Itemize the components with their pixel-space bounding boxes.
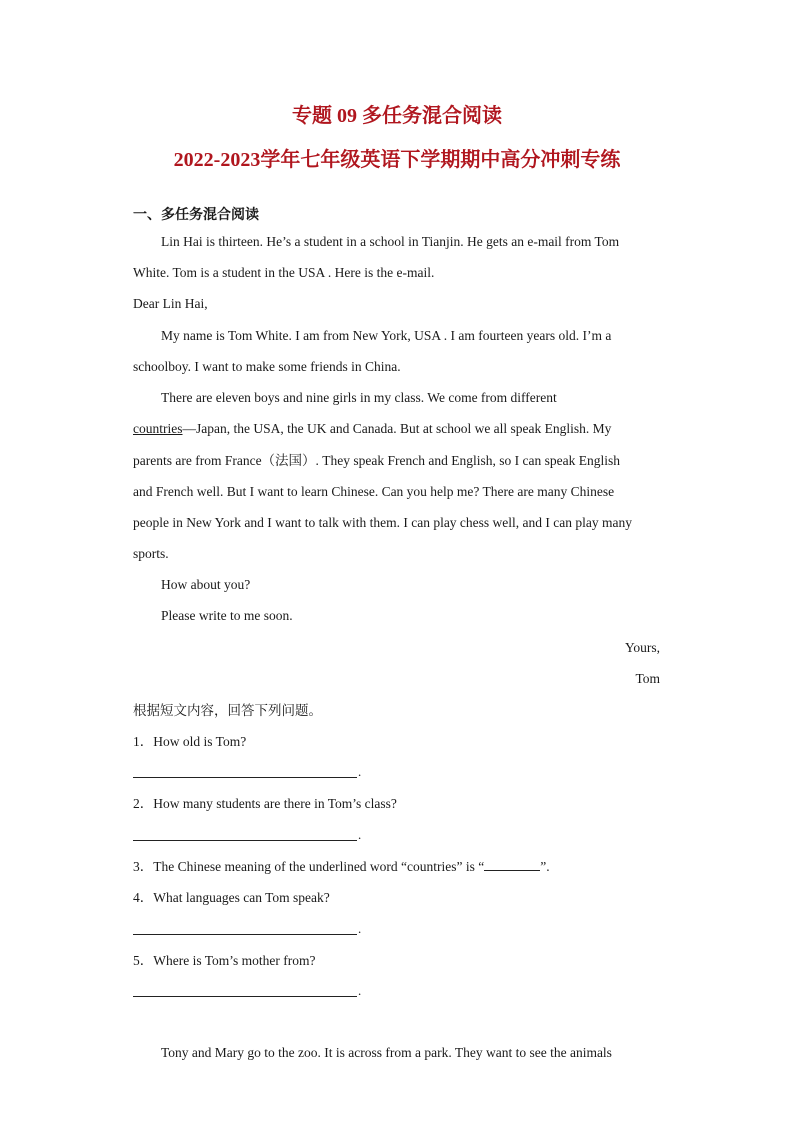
letter-p2-line-4: and French well. But I want to learn Chinese. Can you help me? There are many Chinese [133, 484, 615, 499]
underlined-word-countries: countries [133, 421, 183, 436]
passage-intro-line-1: Lin Hai is thirteen. He’s a student in a school in Tianjin. He gets an e-mail from Tom [161, 234, 620, 249]
letter-p2-line-2 [133, 420, 611, 438]
letter-closing: Yours, [624, 640, 660, 655]
answer-period-2: . [358, 827, 362, 842]
letter-p2-line-3: parents are from France（法国）. They speak French and English, so I can speak English [133, 453, 620, 468]
question-3 [133, 858, 550, 876]
letter-signature: Tom [635, 671, 660, 686]
letter-p2-line-6: sports. [133, 546, 169, 561]
instructions: 根据短文内容，回答下列问题。 [133, 703, 322, 718]
passage-intro-line-2: White. Tom is a student in the USA . Here is the e-mail. [133, 265, 435, 280]
answer-line-1[interactable] [133, 777, 357, 778]
answer-line-4[interactable] [133, 934, 357, 935]
answer-period-4: . [358, 921, 362, 936]
section-heading: 一、多任务混合阅读 [133, 208, 259, 223]
answer-blank-3[interactable] [484, 858, 540, 871]
letter-p1-line-2: schoolboy. I want to make some friends in China. [133, 359, 401, 374]
letter-p2-line-5: people in New York and I want to talk with them. I can play chess well, and I can play many [133, 515, 632, 530]
letter-greeting: Dear Lin Hai, [133, 296, 208, 311]
question-3-text: 3．The Chinese meaning of the underlined word “countries” is “ [133, 859, 485, 874]
question-4: 4．What languages can Tom speak? [133, 890, 330, 905]
letter-p2-line-1: There are eleven boys and nine girls in my class. We come from different [161, 390, 557, 405]
answer-line-5[interactable] [133, 996, 357, 997]
question-2: 2．How many students are there in Tom’s class? [133, 796, 397, 811]
letter-p4: Please write to me soon. [161, 608, 293, 623]
question-1: 1．How old is Tom? [133, 734, 247, 749]
letter-p1-line-1: My name is Tom White. I am from New York, USA . I am fourteen years old. I’m a [161, 328, 612, 343]
title-topic: 专题 09 多任务混合阅读 [292, 105, 502, 127]
question-5: 5．Where is Tom’s mother from? [133, 953, 316, 968]
answer-period-5: . [358, 983, 362, 998]
letter-p3: How about you? [161, 577, 251, 592]
letter-p2-line-2-rest: —Japan, the USA, the UK and Canada. But at school we all speak English. My [182, 421, 612, 436]
question-3-end: ”. [540, 859, 550, 874]
next-passage-line-1: Tony and Mary go to the zoo. It is across from a park. They want to see the animals [161, 1045, 612, 1060]
title-course: 2022-2023学年七年级英语下学期期中高分冲刺专练 [173, 149, 621, 171]
answer-period-1: . [358, 764, 362, 779]
answer-line-2[interactable] [133, 840, 357, 841]
